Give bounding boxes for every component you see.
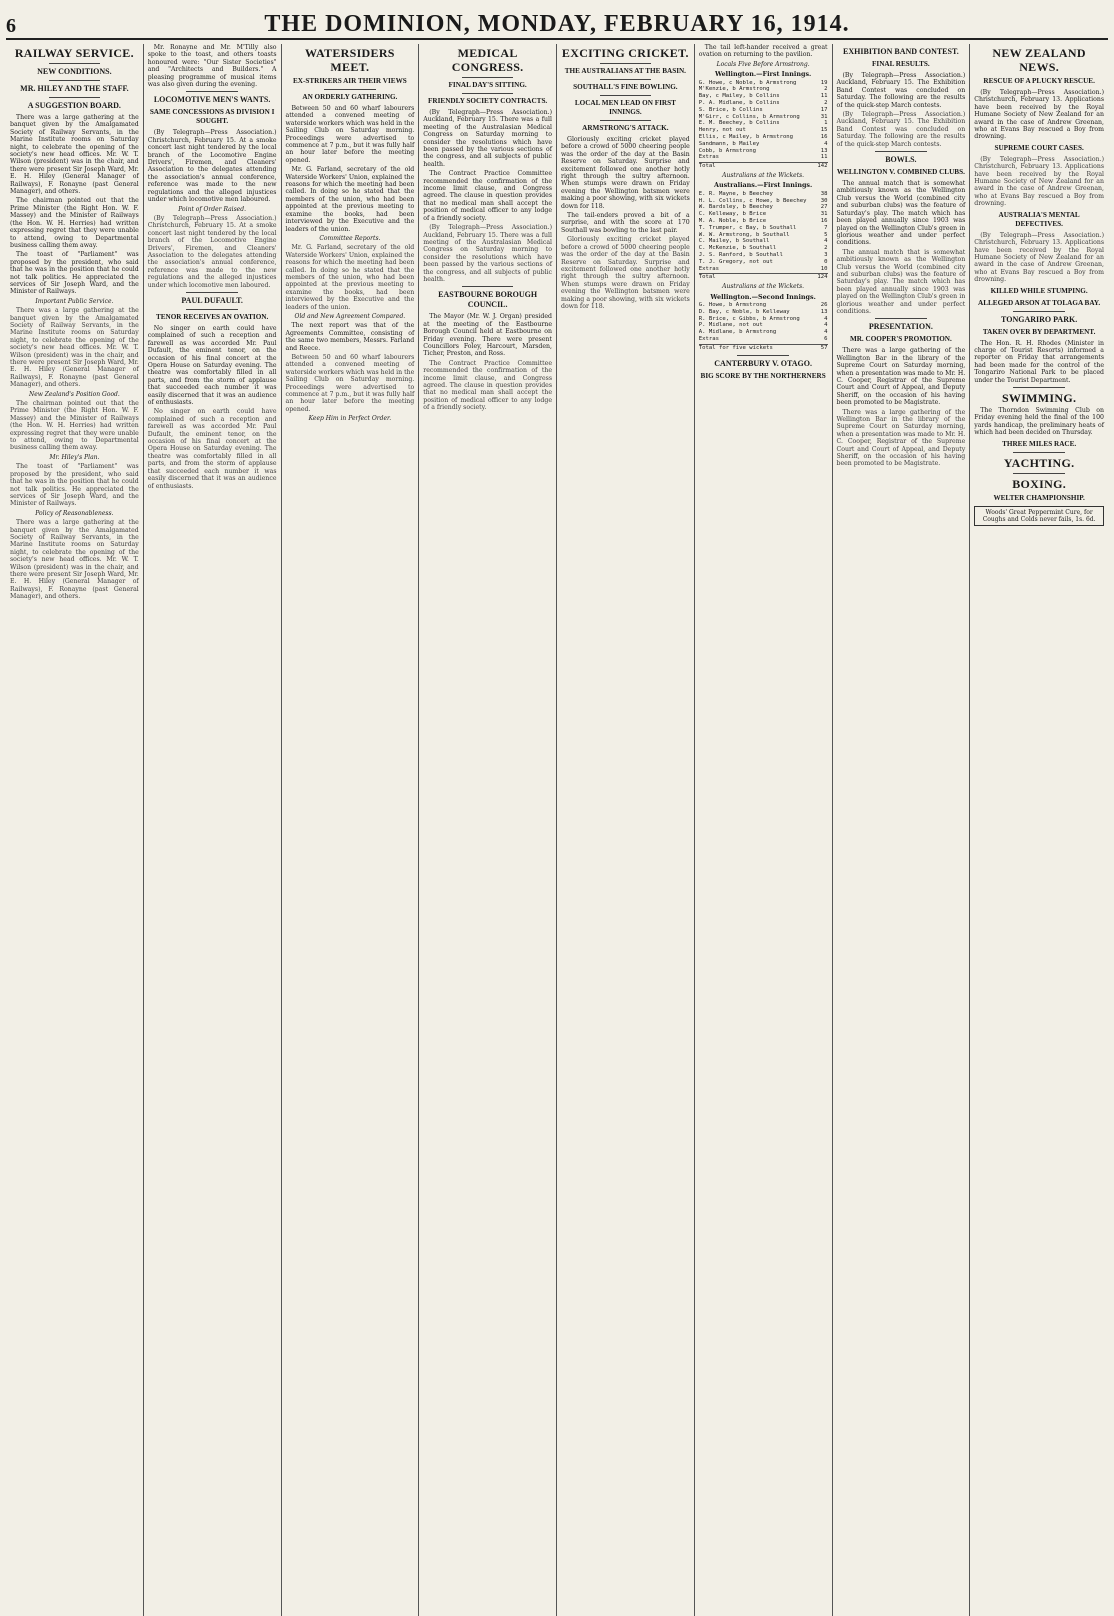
divider [600, 79, 652, 80]
subheadline: AN ORDERLY GATHERING. [302, 93, 398, 101]
article-paragraph: (By Telegraph—Press Association.) Auckland, February 15. There was a full meeting of the Australasian Medical Congress on Saturday morning to consider the resolutions which have been passed by the various sections of the congress, and all subjects of public health. [423, 224, 552, 283]
batsman-score: 11 [820, 154, 828, 161]
batsman-name: Bay, c Mailey, b Collins [698, 93, 780, 100]
divider [1013, 311, 1065, 312]
divider [324, 89, 376, 90]
batsman-score: 15 [820, 127, 828, 134]
article-paragraph: No singer on earth could have complained of such a reception and farewell as was accorded Mr. Paul Dufault, the eminent tenor, on the occasion of his final concert at the Opera House on Saturday evening. The theatre was comfortably filled in all parts, and from the storm of applause that succeeded each number it was easily discerned that it was an audience of enthusiasts. [147, 324, 277, 407]
batsman-score: 31 [820, 211, 828, 218]
batsman-score: 2 [824, 100, 828, 107]
article-paragraph: The annual match that is somewhat ambitiously known as the Wellington Club versus the World (combined city and suburban clubs) was the feature of Saturday's play. The match which has been played annually since 1903 was played on the Wellington Club's green in glorious weather and under perfect conditions. [836, 248, 966, 315]
batsman-score: 26 [820, 301, 828, 308]
divider [875, 318, 927, 319]
divider [600, 63, 652, 64]
scorecard-row [699, 100, 828, 107]
batsman-name: J. S. Ranford, b Southall [698, 251, 783, 258]
article-paragraph: (By Telegraph—Press Association.) Christchurch, February 15. At a smoke concert last night tendered by the local branch of the Locomotive Engine Drivers', Firemen, and Cleaners' Association to the delegates attending the association's annual conference, reference was made to the new regulations and the alleged injustices under which locomotive men laboured. [147, 129, 277, 204]
batsman-name: T. Trumper, c Bay, b Southall [698, 224, 797, 231]
batsman-name: Henry, not out [698, 127, 746, 134]
batsman-score: 11 [820, 93, 828, 100]
scorecard-row [699, 322, 828, 329]
subheadline: ALLEGED ARSON AT TOLAGA BAY. [978, 298, 1101, 307]
batsman-name: M'Kenzie, b Armstrong [698, 86, 770, 93]
article-paragraph: There was a large gathering of the Wellington Bar in the library of the Supreme Court on Saturday morning, when a presentation was made to Mr. H. C. Cooper, Registrar of the Supreme Court and Court of Appeal, and Deputy Sheriff, on the occasion of his having been promoted to be Magistrate. [836, 347, 966, 407]
batsman-score: 2 [824, 86, 828, 93]
article-paragraph: The toast of "Parliament" was proposed by the president, who said that he was in the position that he could not talk politics. He appreciated the services of Sir Joseph Ward, and the Minister of Railways. [10, 463, 139, 508]
batsman-score: 17 [820, 106, 828, 113]
article-paragraph: The Hon. R. H. Rhodes (Minister in charge of Tourist Resorts) informed a reporter on Friday that arrangements had been made for the control of the Tongariro National Park to be placed under the Tourist Department. [974, 339, 1104, 384]
article-paragraph: Gloriously exciting cricket played before a crowd of 5000 cheering people was the order of the day at the Basin Reserve on Saturday. Surprise and excitement followed one another hotly right through the sultry afternoon. When stumps were drawn on Friday evening the Wellington batsmen were making a poor showing, with six wickets down for 118. [561, 136, 690, 210]
total-score: 142 [817, 163, 828, 170]
batsman-name: P. Midlane, not out [698, 322, 763, 329]
article-paragraph: The Mayor (Mr. W. J. Organ) presided at the meeting of the Eastbourne Borough Council held at Eastbourne on Friday evening. There were present Councillors Foley, Harcourt, Marsden, Ticher, Preston, and Ross. [423, 313, 552, 358]
subheadline: A SUGGESTION BOARD. [27, 101, 121, 110]
divider [1013, 452, 1065, 453]
batsman-name: Ellis, c Mailey, b Armstrong [698, 134, 794, 140]
batsman-score: 38 [820, 190, 828, 197]
subheadline: AUSTRALIA'S MENTAL DEFECTIVES. [998, 210, 1080, 228]
subheadline: CANTERBURY V. OTAGO. [714, 358, 812, 368]
article-paragraph: The Thorndon Swimming Club on Friday evening held the final of the 100 yards handicap, the preliminary heats of which had been decided on Thursday. [974, 406, 1104, 437]
column-grid [6, 44, 1108, 1616]
headline: RAILWAY SERVICE. [14, 46, 134, 60]
scorecard-row [699, 154, 828, 161]
article-paragraph: No singer on earth could have complained of such a reception and farewell as was accorded Mr. Paul Dufault, the eminent tenor, on the occasion of his final concert at the Opera House on Saturday evening. The theatre was comfortably filled in all parts, and from the storm of applause that succeeded each number it was easily discerned that it was an audience of enthusiasts. [147, 408, 277, 490]
batsman-score: 27 [820, 204, 828, 211]
subheadline: THE AUSTRALIANS AT THE BASIN. [564, 67, 686, 75]
subheadline: FINAL DAY'S SITTING. [448, 81, 527, 89]
scorecard-row [699, 316, 828, 323]
column-2 [144, 44, 282, 1616]
scorecard-row [699, 245, 828, 252]
section-subhead: New Zealand's Position Good. [28, 390, 120, 398]
batsman-name: P. A. Midlane, b Collins [698, 100, 780, 107]
column-5 [557, 44, 695, 1616]
article-paragraph: Between 50 and 60 wharf labourers attended a convened meeting of waterside workers which was held in the Sailing Club on Saturday morning. Proceedings were advertised to commence at 7 p.m., but it was fully half an hour later before the meeting opened. [285, 105, 415, 164]
subheadline: TONGARIRO PARK. [1001, 314, 1078, 324]
section-subhead: Important Public Service. [35, 297, 114, 305]
section-subhead: Keep Him in Perfect Order. [308, 415, 392, 423]
scorecard-row [699, 107, 828, 114]
article-paragraph: Mr. G. Farland, secretary of the old Waterside Workers' Union, explained the reasons for which the meeting had been called. In doing so he stated that the members of the union, who had been appointed at the previous meeting to examine the books, had been interviewed by the Executive and the leaders of the union. [285, 244, 415, 311]
batsman-score: 4 [824, 322, 828, 329]
batsman-score: 13 [820, 308, 828, 315]
scorecard-total [699, 273, 828, 281]
batsman-score: 7 [824, 224, 828, 231]
scorecard-row [699, 302, 828, 309]
subheadline: FINAL RESULTS. [872, 60, 930, 68]
batsman-name: S. Brice, b Collins [698, 106, 763, 113]
scorecard-row [699, 114, 828, 121]
batsman-score: 31 [820, 113, 828, 120]
subheadline: THREE MILES RACE. [1002, 439, 1077, 448]
scorecard-row [699, 120, 828, 127]
batsman-name: E. M. Beechey, b Collins [698, 120, 780, 127]
article-paragraph: The chairman pointed out that the Prime Minister (the Right Hon. W. F. Massey) and the Minister of Railways (the Hon. W. H. Herries) had written expressing regret that they were unable to attend, owing to Departmental business calling them away. [10, 197, 139, 249]
headline: YACHTING. [1003, 455, 1075, 470]
section-subhead: Mr. Hiley's Plan. [49, 453, 100, 461]
article-paragraph: The Contract Practice Committee recommended the confirmation of the income limit clause, and Congress agreed. The clause in question provides that no medical man shall accept the position of medical officer to any lodge of a friendly society. [423, 170, 552, 222]
subheadline: EASTBOURNE BOROUGH COUNCIL. [438, 290, 538, 310]
subheadline: EX-STRIKERS AIR THEIR VIEWS [292, 77, 407, 85]
section-subhead: Point of Order Raised. [178, 205, 246, 213]
headline: BOXING. [1012, 476, 1067, 491]
article-paragraph: The Contract Practice Committee recommended the confirmation of the income limit clause, and Congress agreed. The clause in question provides that no medical man shall accept the position of medical officer to any lodge of a friendly society. [423, 359, 552, 412]
batsman-name: C. Kelleway, b Brice [698, 211, 767, 218]
scorecard-title: Australians.—First Innings. [713, 181, 813, 190]
headline: WATERSIDERS MEET. [304, 46, 395, 74]
batsman-score: 5 [824, 231, 828, 238]
article-paragraph: The annual match that is somewhat ambitiously known as the Wellington Club versus the World (combined city and suburban clubs) was the feature of Saturday's play. The match which has been played annually since 1903 was played on the Wellington Club's green in glorious weather and under perfect conditions. [836, 180, 966, 247]
subheadline: MR. COOPER'S PROMOTION. [849, 335, 952, 344]
subheadline: LOCAL MEN LEAD ON FIRST INNINGS. [574, 99, 676, 116]
page-number: 6 [6, 15, 16, 37]
subheadline: WELTER CHAMPIONSHIP. [993, 493, 1085, 502]
article-paragraph: (By Telegraph—Press Association.) Auckland, February 15. The Exhibition Band Contest was concluded on Saturday. The following are the results of the quick-step March contests. [836, 72, 966, 109]
batsman-name: E. R. Mayne, b Beechey [698, 190, 773, 197]
divider [600, 120, 652, 121]
scorecard-row [699, 93, 828, 100]
batsman-name: W. W. Armstrong, b Southall [698, 231, 790, 238]
column-3 [282, 44, 420, 1616]
batsman-name: D. Bay, c Noble, b Kelleway [698, 308, 790, 315]
scorecard-row [699, 232, 828, 239]
paper-title: THE DOMINION, MONDAY, FEBRUARY 16, 1914. [264, 11, 850, 37]
scorecard-row [699, 86, 828, 93]
divider [1013, 387, 1065, 388]
headline: NEW ZEALAND NEWS. [992, 46, 1086, 74]
total-label: Total for five wickets [698, 344, 773, 351]
headline: SWIMMING. [1001, 390, 1077, 405]
divider [600, 95, 652, 96]
article-paragraph: Mr. Ronayne and Mr. M'Tilly also spoke to the toast, and others toasts honoured were: "Our Sister Societies" and "Architects and Builders." A pleasing programme of musical items was also given during the evening. [147, 44, 277, 89]
scorecard-row [699, 141, 828, 148]
divider [186, 292, 238, 293]
batsman-name: R. Brice, c Gibbs, b Armstrong [698, 315, 800, 322]
divider [462, 286, 514, 287]
subheadline: PAUL DUFAULT. [181, 295, 243, 305]
batsman-score: 1 [824, 120, 828, 127]
scorecard-row [699, 252, 828, 259]
scorecard-row [699, 218, 828, 225]
total-score: 124 [817, 274, 828, 281]
batsman-score: 30 [820, 197, 828, 204]
article-paragraph: (By Telegraph—Press Association.) Auckland, February 15. There was a full meeting of the Australasian Medical Congress on Saturday morning to consider the resolutions which have been passed by the various sections of the congress, and all subjects of public health. [423, 109, 552, 168]
scorecard-row [699, 127, 828, 134]
batsman-name: G. Howe, b Armstrong [698, 301, 767, 308]
article-paragraph: The chairman pointed out that the Prime Minister (the Right Hon. W. F. Massey) and the Minister of Railways (the Hon. W. H. Herries) had written expressing regret that they were unable to attend, owing to Departmental business calling them away. [10, 400, 139, 452]
column-1 [6, 44, 144, 1616]
batsman-score: 10 [820, 265, 828, 272]
divider [1013, 473, 1065, 474]
scorecard-row [699, 80, 828, 87]
scorecard-title: Wellington.—Second Innings. [710, 292, 816, 301]
scorecard-row [699, 204, 828, 211]
divider [186, 309, 238, 310]
divider [462, 77, 514, 78]
scorecard-row [699, 259, 828, 266]
divider [462, 93, 514, 94]
batsman-score: 19 [820, 79, 828, 86]
article-paragraph: The tail-enders proved a bit of a surprise, and with the score at 170 Southall was bowling to the last pair. [561, 212, 690, 234]
subheadline: SUPREME COURT CASES. [994, 143, 1084, 152]
section-subhead: Australians at the Wickets. [722, 283, 805, 291]
section-subhead: Locals Five Before Armstrong. [716, 60, 810, 68]
article-paragraph: (By Telegraph—Press Association.) Christchurch, February 13. Applications have been received by the Royal Humane Society of New Zealand for an award in the case of Andrew Greenan, who at Evans Bay rescued a Boy from drowning. [974, 89, 1104, 141]
batsman-score: 3 [824, 251, 828, 258]
subheadline: ARMSTRONG'S ATTACK. [582, 124, 669, 132]
subheadline: EXHIBITION BAND CONTEST. [843, 47, 959, 56]
column-6 [695, 44, 833, 1616]
scorecard-row [699, 134, 828, 141]
scorecards [699, 71, 828, 351]
article-paragraph: (By Telegraph—Press Association.) Auckland, February 15. The Exhibition Band Contest was concluded on Saturday. The following are the results of the quick-step March contests. [836, 111, 966, 148]
section-subhead: Committee Reports. [319, 234, 381, 242]
subheadline: LOCOMOTIVE MEN'S WANTS. [153, 95, 271, 105]
subheadline: KILLED WHILE STUMPING. [990, 286, 1088, 295]
divider [49, 63, 101, 64]
headline: EXCITING CRICKET. [561, 46, 689, 60]
scorecard-total [699, 162, 828, 170]
divider [49, 97, 101, 98]
section-subhead: Old and New Agreement Compared. [294, 312, 406, 320]
batsman-score: 13 [820, 147, 828, 154]
scorecard-row [699, 225, 828, 232]
article-paragraph: (By Telegraph—Press Association.) Christchurch, February 13. Applications have been received by the Royal Humane Society of New Zealand for an award in the case of Andrew Greenan, who at Evans Bay rescued a Boy from drowning. [974, 155, 1104, 208]
batsman-score: 4 [824, 315, 828, 322]
headline: MEDICAL CONGRESS. [451, 46, 524, 74]
batsman-score: 16 [820, 134, 828, 140]
subheadline: PRESENTATION. [868, 322, 933, 332]
total-score: 57 [820, 344, 828, 351]
divider [737, 355, 789, 356]
scorecard-row [699, 148, 828, 155]
advertisement: Woods' Great Peppermint Cure, for Coughs and Colds never fails, 1s. 6d. [974, 506, 1104, 527]
scorecard-title: Wellington.—First Innings. [714, 70, 812, 79]
article-paragraph: Gloriously exciting cricket played before a crowd of 5000 cheering people was the order of the day at the Basin Reserve on Saturday. Surprise and excitement followed one another hotly right through the sultry afternoon. When stumps were drawn on Friday evening the Wellington batsmen were making a poor showing, with six wickets down for 118. [561, 236, 690, 310]
scorecard-row [699, 329, 828, 336]
batsman-score: 4 [824, 140, 828, 147]
scorecard-row [699, 191, 828, 198]
batsman-score: 2 [824, 245, 828, 252]
batsman-name: H. L. Collins, c Howe, b Beechey [698, 197, 807, 204]
subheadline: BOWLS. [885, 155, 917, 165]
batsman-name: M. A. Noble, b Brice [698, 217, 767, 224]
subheadline: SOUTHALL'S FINE BOWLING. [573, 83, 678, 91]
batsman-name: Sandmann, b Mailey [698, 140, 760, 147]
scorecard-row [699, 336, 828, 343]
total-label: Total [698, 163, 716, 170]
article-paragraph: The next report was that of the Agreements Committee, consisting of the same two members, Messrs. Farland and Reece. [285, 322, 415, 352]
scorecard-row [699, 198, 828, 205]
article-paragraph: (By Telegraph—Press Association.) Christchurch, February 15. At a smoke concert last night tendered by the local branch of the Locomotive Engine Drivers', Firemen, and Cleaners' Association to the delegates attending the association's annual conference, reference was made to the new regulations and the alleged injustices under which locomotive men laboured. [147, 214, 277, 289]
batsman-name: M'Girr, c Collins, b Armstrong [698, 113, 800, 120]
batsman-name: C. Mailey, b Southall [698, 238, 770, 245]
batsman-name: T. J. Gregory, not out [698, 258, 773, 265]
scorecard-row [699, 266, 828, 273]
scorecard-row [699, 238, 828, 245]
article-paragraph: Between 50 and 60 wharf labourers attended a convened meeting of waterside workers which was held in the Sailing Club on Saturday morning. Proceedings were advertised to commence at 7 p.m., but it was fully half an hour later before the meeting opened. [285, 354, 415, 413]
batsman-score: 0 [824, 258, 828, 265]
article-paragraph: (By Telegraph—Press Association.) Christchurch, February 13. Applications have been received by the Royal Humane Society of New Zealand for an award in the case of Andrew Greenan, who at Evans Bay rescued a Boy from drowning. [974, 231, 1104, 284]
batsman-name: Extras [698, 154, 719, 161]
article-paragraph: There was a large gathering at the banquet given by the Amalgamated Society of Railway Servants, in the Marine Institute rooms on Saturday night, to celebrate the opening of the society's new head offices. Mr. W. T. Wilson (president) was in the chair, and there were present Sir Joseph Ward, Mr. E. H. Hiley (General Manager of Railways), F. Ronayne (past General Manager), and others. [10, 307, 139, 389]
scorecard-row [699, 211, 828, 218]
subheadline: RESCUE OF A PLUCKY RESCUE. [983, 77, 1095, 85]
subheadline: FRIENDLY SOCIETY CONTRACTS. [428, 97, 548, 105]
subheadline: SAME CONCESSIONS AS DIVISION I SOUGHT. [149, 108, 275, 126]
column-7 [833, 44, 971, 1616]
subheadline: TENOR RECEIVES AN OVATION. [155, 312, 269, 321]
column-4 [419, 44, 557, 1616]
batsman-name: Extras [698, 265, 719, 272]
subheadline: WELLINGTON V. COMBINED CLUBS. [836, 168, 965, 177]
subheadline: MR. HILEY AND THE STAFF. [20, 84, 129, 93]
section-subhead: Policy of Reasonableness. [35, 509, 114, 517]
article-paragraph: Mr. G. Farland, secretary of the old Waterside Workers' Union, explained the reasons for which the meeting had been called. In doing so he stated that the members of the union, who had been appointed at the previous meeting to examine the books, had been interviewed by the Executive and the leaders of the union. [285, 166, 415, 233]
batsman-name: W. Bardsley, b Beechey [698, 204, 773, 211]
subheadline: NEW CONDITIONS. [37, 67, 112, 76]
subheadline: BIG SCORE BY THE NORTHERNERS [700, 371, 826, 380]
batsman-score: 6 [824, 335, 828, 342]
batsman-score: 16 [820, 217, 828, 224]
total-label: Total [698, 274, 716, 281]
column-8 [970, 44, 1108, 1616]
section-subhead: Australians at the Wickets. [722, 171, 805, 179]
divider [49, 80, 101, 81]
article-paragraph: The toast of "Parliament" was proposed by the president, who said that he was in the position that he could not talk politics. He appreciated the services of Sir Joseph Ward, and the Minister of Railways. [10, 251, 139, 296]
batsman-name: Cobb, b Armstrong [698, 147, 757, 154]
article-paragraph: The tail left-hander received a great ovation on returning to the pavilion. [698, 44, 828, 59]
batsman-score: 4 [824, 238, 828, 245]
divider [186, 91, 238, 92]
article-paragraph: There was a large gathering of the Wellington Bar in the library of the Supreme Court on Saturday morning, when a presentation was made to Mr. H. C. Cooper, Registrar of the Supreme Court and Court of Appeal, and Deputy Sheriff, on the occasion of his having been promoted to be Magistrate. [836, 408, 966, 468]
scorecard-total [699, 344, 828, 352]
article-paragraph: There was a large gathering at the banquet given by the Amalgamated Society of Railway Servants, in the Marine Institute rooms on Saturday night, to celebrate the opening of the society's new head offices. Mr. W. T. Wilson (president) was in the chair, and there were present Sir Joseph Ward, Mr. E. H. Hiley (General Manager of Railways), F. Ronayne (past General Manager), and others. [10, 114, 139, 196]
batsman-name: C. McKenzie, b Southall [698, 245, 777, 252]
divider [875, 151, 927, 152]
article-paragraph: There was a large gathering at the banquet given by the Amalgamated Society of Railway Servants, in the Marine Institute rooms on Saturday night, to celebrate the opening of the society's new head offices. Mr. W. T. Wilson (president) was in the chair, and there were present Sir Joseph Ward, Mr. E. H. Hiley (General Manager of Railways), F. Ronayne (past General Manager), and others. [10, 519, 139, 601]
masthead [6, 4, 1108, 40]
scorecard-row [699, 309, 828, 316]
batsman-name: A. Midlane, b Armstrong [698, 329, 777, 336]
subheadline: TAKEN OVER BY DEPARTMENT. [982, 327, 1096, 336]
batsman-name: G. Howe, c Noble, b Armstrong [698, 79, 797, 86]
batsman-score: 4 [824, 329, 828, 336]
batsman-name: Extras [698, 335, 719, 342]
